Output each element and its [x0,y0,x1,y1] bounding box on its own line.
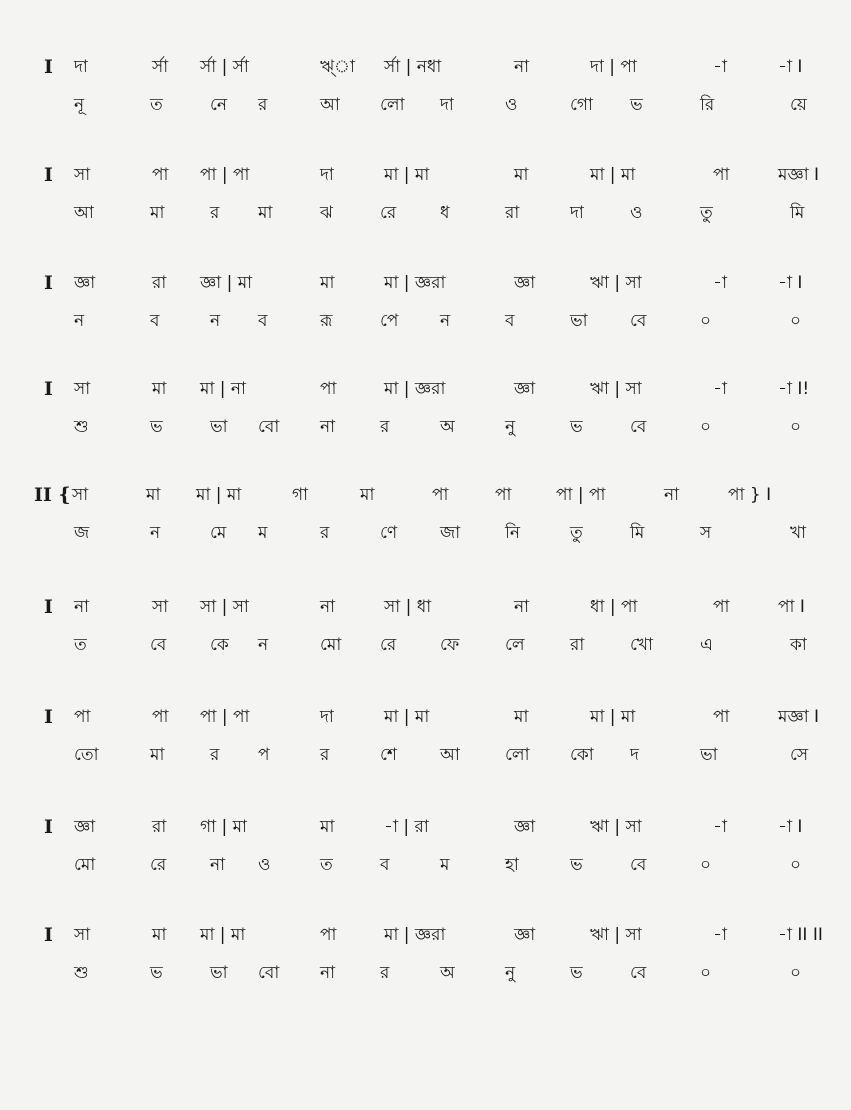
swara-note: মা [320,817,335,837]
swara-note: -া I [778,273,803,293]
bar-marker: I [44,816,53,838]
lyric-syllable: সে [790,745,809,765]
swara-line [0,50,851,90]
swara-note: মা | মা [200,925,246,945]
swara-line [0,918,851,958]
lyric-syllable: বে [630,311,647,331]
swara-note: গা | মা [200,817,247,837]
lyric-syllable: মি [790,203,805,223]
lyric-syllable: ণে [380,523,398,543]
lyric-syllable: ০ [700,963,712,983]
swara-note: মা [514,707,529,727]
lyric-syllable: জ [74,523,90,543]
lyric-syllable: ন [440,311,451,331]
swara-note: মা [152,925,167,945]
lyric-syllable: র [320,523,330,543]
lyric-syllable: ত [74,635,87,655]
swara-note: সা | ধা [384,597,432,617]
lyric-syllable: বে [150,635,167,655]
notation-system [0,810,851,910]
swara-note: পা [713,707,730,727]
swara-note: মা | জ্ঞরা [384,379,446,399]
bar-marker: I [44,706,53,728]
lyric-syllable: তো [74,745,99,765]
swara-note: র্সা | নধা [384,57,442,77]
lyric-syllable: র [380,963,390,983]
swara-line [0,810,851,850]
swara-note: সা [74,925,91,945]
lyric-line [0,196,851,236]
lyric-syllable: ভা [210,417,228,437]
swara-note: মা | জ্ঞরা [384,273,446,293]
lyric-syllable: রূ [320,311,333,331]
notation-system [0,372,851,472]
lyric-syllable: কা [790,635,807,655]
lyric-syllable: মা [150,203,165,223]
swara-note: ধা | পা [590,597,638,617]
lyric-syllable: পে [380,311,399,331]
lyric-syllable: অ [440,417,455,437]
lyric-syllable: দা [440,95,454,115]
swara-note: ঋা | সা [590,379,642,399]
swara-note: জ্ঞা [514,925,536,945]
swara-line [0,266,851,306]
lyric-syllable: লো [505,745,530,765]
swara-note: জ্ঞা [514,273,536,293]
swara-note: সা [74,379,91,399]
lyric-syllable: ব [505,311,515,331]
bar-marker: I [44,164,53,186]
lyric-syllable: ত [150,95,163,115]
lyric-syllable: স [700,523,712,543]
lyric-line [0,516,851,556]
bar-marker: I [44,596,53,618]
swara-note: না [320,597,336,617]
bar-marker: I [44,272,53,294]
lyric-syllable: ব [380,855,390,875]
swara-note: রা [152,273,167,293]
lyric-syllable: নূ [74,95,85,115]
lyric-syllable: তু [570,523,583,543]
lyric-syllable: ব [258,311,268,331]
swara-note: জ্ঞা [74,273,96,293]
swara-note: মা | মা [384,707,430,727]
swara-note: সা | সা [200,597,249,617]
lyric-syllable: ও [505,95,518,115]
notation-system [0,50,851,150]
swara-note: মা [146,485,161,505]
swara-note: র্সা | র্সা [200,57,249,77]
swara-note: মা | জ্ঞরা [384,925,446,945]
swara-note: দা [320,165,334,185]
swara-note: মা [514,165,529,185]
lyric-syllable: ন [150,523,161,543]
swara-note: পা [495,485,512,505]
lyric-syllable: আ [320,95,340,115]
swara-note: জ্ঞা [514,379,536,399]
lyric-syllable: রে [150,855,167,875]
lyric-syllable: র [258,95,268,115]
swara-note: সা [152,597,169,617]
swara-note: না [74,597,90,617]
lyric-syllable: মি [630,523,645,543]
swara-note: -া [713,273,727,293]
lyric-syllable: ভা [570,311,588,331]
lyric-syllable: য়ে [790,95,807,115]
notation-system [0,478,851,578]
swara-note: -া [713,57,727,77]
lyric-syllable: ত [320,855,333,875]
lyric-syllable: প [258,745,270,765]
swara-note: পা [320,379,337,399]
swara-line [0,372,851,412]
lyric-syllable: লে [505,635,525,655]
lyric-line [0,956,851,996]
lyric-syllable: র [210,745,220,765]
lyric-syllable: ভ [150,417,163,437]
lyric-syllable: ঝ [320,203,333,223]
swara-note: গা [292,485,309,505]
lyric-syllable: লো [380,95,405,115]
lyric-syllable: ভ [630,95,643,115]
swara-note: র্সা [152,57,169,77]
swara-note: মা | মা [384,165,430,185]
swara-note: পা [152,707,169,727]
swara-note: -া I [778,817,803,837]
lyric-syllable: মা [258,203,273,223]
swara-note: পা | পা [200,707,250,727]
swara-note: মা | মা [196,485,242,505]
lyric-syllable: খা [790,523,807,543]
lyric-syllable: র [320,745,330,765]
swara-note: -া [713,925,727,945]
lyric-syllable: রা [570,635,585,655]
swara-note: জ্ঞা | মা [200,273,253,293]
lyric-line [0,88,851,128]
swara-note: -া I [778,57,803,77]
swara-note: দা [320,707,334,727]
swara-line [0,590,851,630]
lyric-syllable: তু [700,203,713,223]
lyric-line [0,628,851,668]
lyric-syllable: ভ [570,963,583,983]
swara-line [0,478,851,518]
lyric-syllable: ন [210,311,221,331]
lyric-syllable: র [210,203,220,223]
swara-note: ঋা | সা [590,925,642,945]
swara-note: মা [360,485,375,505]
lyric-line [0,738,851,778]
lyric-syllable: ও [258,855,271,875]
notation-system [0,158,851,258]
lyric-syllable: বো [258,963,280,983]
lyric-syllable: বো [258,417,280,437]
lyric-syllable: রা [505,203,520,223]
bar-marker: I [44,56,53,78]
lyric-syllable: ভ [570,855,583,875]
lyric-syllable: মো [320,635,342,655]
lyric-line [0,410,851,450]
lyric-syllable: ০ [790,417,802,437]
lyric-syllable: জা [440,523,461,543]
swara-note: -া [713,379,727,399]
notation-system [0,590,851,690]
lyric-syllable: নু [505,417,516,437]
lyric-syllable: খো [630,635,653,655]
lyric-syllable: র [380,417,390,437]
lyric-syllable: মে [210,523,227,543]
swara-note: পা } I [728,485,772,505]
swara-note: -া II II [778,925,823,945]
swara-note: জ্ঞা [74,817,96,837]
lyric-syllable: ফে [440,635,460,655]
swara-note: ঋা | সা [590,817,642,837]
swara-note: সা [74,165,91,185]
swara-note: পা [432,485,449,505]
lyric-syllable: বে [630,417,647,437]
lyric-syllable: নু [505,963,516,983]
lyric-line [0,848,851,888]
lyric-syllable: মো [74,855,96,875]
swara-note: ঋা | সা [590,273,642,293]
swara-note: পা [713,597,730,617]
lyric-syllable: মা [150,745,165,765]
swara-note: না [514,57,530,77]
lyric-syllable: ন [258,635,269,655]
swara-note: পা [152,165,169,185]
lyric-syllable: ন [74,311,85,331]
swara-note: মা [152,379,167,399]
lyric-syllable: রে [380,635,397,655]
swara-note: না [664,485,680,505]
lyric-syllable: ভ [570,417,583,437]
swara-note: -া | রা [384,817,429,837]
notation-system [0,700,851,800]
swara-note: মা | মা [590,165,636,185]
lyric-syllable: আ [440,745,460,765]
lyric-syllable: গো [570,95,593,115]
swara-note: না [514,597,530,617]
swara-line [0,158,851,198]
swara-note: দা | পা [590,57,637,77]
lyric-syllable: ও [630,203,643,223]
lyric-syllable: কে [210,635,229,655]
swara-note: মা | মা [590,707,636,727]
lyric-syllable: শু [74,417,89,437]
swara-note: দা [74,57,88,77]
lyric-syllable: অ [440,963,455,983]
lyric-syllable: ধ [440,203,450,223]
lyric-syllable: রি [700,95,715,115]
swara-note: মা [320,273,335,293]
swara-note: জ্ঞা [514,817,536,837]
swara-note: -া [713,817,727,837]
bar-marker: II { [34,484,71,506]
lyric-syllable: দ [630,745,639,765]
lyric-syllable: হা [505,855,519,875]
lyric-syllable: ০ [700,855,712,875]
bar-marker: I [44,924,53,946]
lyric-syllable: নি [505,523,521,543]
swara-note: পা I [778,597,805,617]
lyric-syllable: ভা [700,745,718,765]
lyric-syllable: ০ [790,855,802,875]
notation-system [0,918,851,1018]
swara-note: ঋ্া [320,57,355,77]
swara-note: পা [74,707,91,727]
swara-note: পা | পা [200,165,250,185]
lyric-syllable: রে [380,203,397,223]
lyric-syllable: ব [150,311,160,331]
swara-note: পা [320,925,337,945]
lyric-syllable: শু [74,963,89,983]
lyric-syllable: ম [440,855,450,875]
lyric-syllable: ০ [700,311,712,331]
lyric-syllable: না [320,417,336,437]
bar-marker: I [44,378,53,400]
swara-note: মজ্ঞা I [778,165,820,185]
lyric-syllable: ভা [210,963,228,983]
swara-note: সা [72,485,89,505]
lyric-syllable: নে [210,95,228,115]
lyric-syllable: ০ [700,417,712,437]
lyric-syllable: না [320,963,336,983]
lyric-syllable: ০ [790,311,802,331]
lyric-syllable: আ [74,203,94,223]
lyric-syllable: কো [570,745,594,765]
swara-note: মজ্ঞা I [778,707,820,727]
lyric-syllable: দা [570,203,584,223]
lyric-syllable: ভ [150,963,163,983]
lyric-line [0,304,851,344]
swara-note: -া I! [778,379,810,399]
lyric-syllable: ০ [790,963,802,983]
swara-note: মা | না [200,379,246,399]
lyric-syllable: বে [630,963,647,983]
lyric-syllable: না [210,855,226,875]
swara-note: রা [152,817,167,837]
notation-system [0,266,851,366]
lyric-syllable: বে [630,855,647,875]
swara-note: পা | পা [556,485,606,505]
swara-note: পা [713,165,730,185]
swara-line [0,700,851,740]
lyric-syllable: এ [700,635,713,655]
lyric-syllable: শে [380,745,397,765]
lyric-syllable: ম [258,523,268,543]
